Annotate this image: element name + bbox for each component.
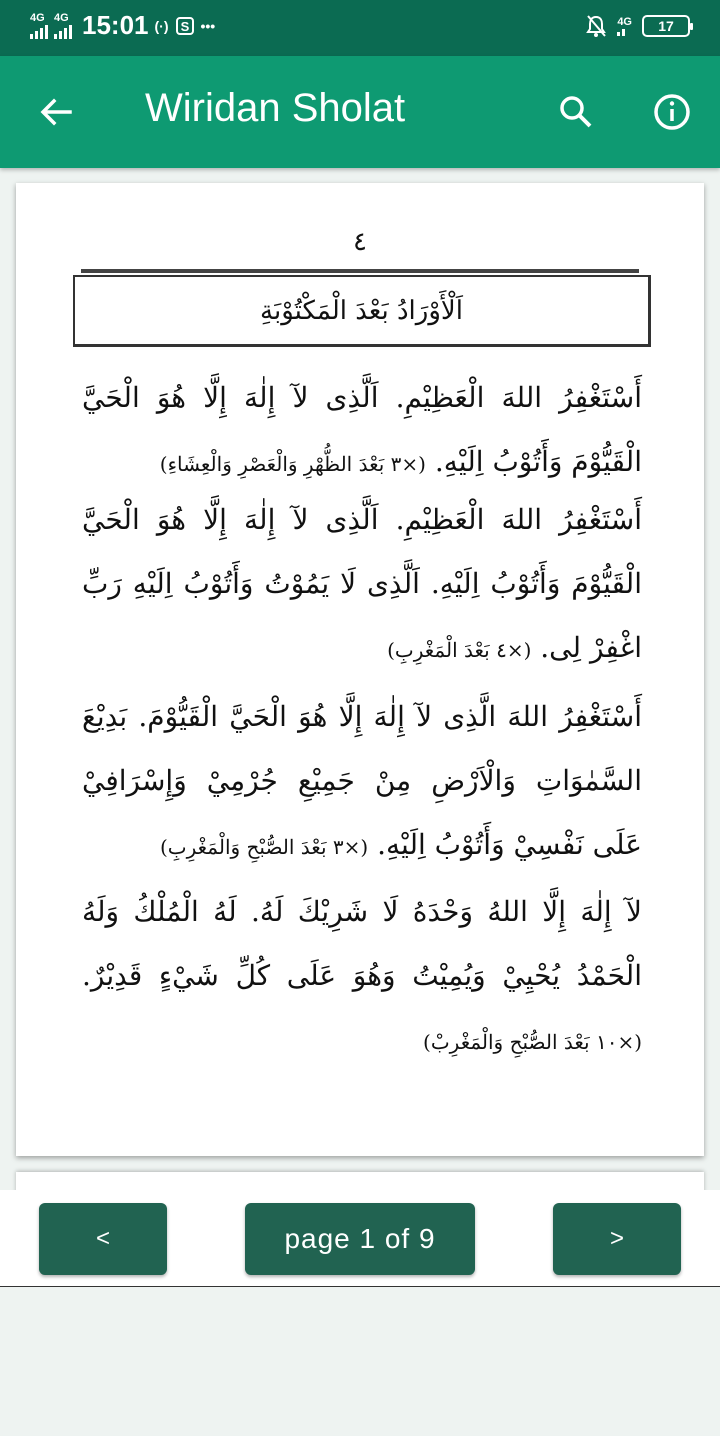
search-icon	[554, 90, 598, 134]
clock: 15:01	[82, 10, 149, 40]
next-page-button[interactable]: >	[553, 1203, 681, 1275]
data-signal-icon	[617, 17, 632, 36]
network-type-1: 4G	[30, 11, 45, 24]
pagination-bar	[0, 1190, 720, 1287]
arrow-back-icon	[34, 90, 78, 134]
more-notifications-icon: •••	[200, 17, 216, 34]
status-bar	[0, 0, 720, 56]
battery-level: 17	[658, 18, 674, 34]
dhikr-text: أَسْتَغْفِرُ اللهَ الْعَظِيْمِ. اَلَّذِى لآ إِلٰهَ إِلَّا هُوَ الْحَيَّ الْقَيُّوْمَ وَأَتُوْبُ اِلَيْهِ. اَلَّذِى لَا يَمُوْتُ وَأَتُوْبُ اِلَيْهِ رَبِّ اغْفِرْ لِى.	[82, 503, 642, 664]
app-bar	[0, 56, 720, 168]
dhikr-paragraph	[82, 366, 642, 496]
dhikr-note: (×١٠ بَعْدَ الصُّبْحِ وَالْمَغْرِبْ)	[423, 1030, 642, 1054]
network-type-3: 4G	[617, 15, 632, 28]
dhikr-note: (×٤ بَعْدَ الْمَغْرِبِ)	[387, 638, 532, 662]
divider	[81, 269, 639, 273]
page-indicator-button[interactable]: page 1 of 9	[245, 1203, 475, 1275]
screenshot-icon	[175, 16, 195, 36]
page-title: Wiridan Sholat	[145, 86, 406, 130]
dhikr-text: أَسْتَغْفِرُ اللهَ الَّذِى لآ إِلٰهَ إِلَّا هُوَ الْحَيَّ الْقَيُّوْمَ. بَدِيْعَ السَّمٰوَاتِ وَالْاَرْضِ مِنْ جَمِيْعِ جُرْمِيْ وَإِسْرَافِيْ عَلَى نَفْسِيْ وَأَتُوْبُ اِلَيْهِ.	[82, 700, 642, 861]
bell-off-icon	[585, 14, 607, 38]
page-number: ٤	[353, 227, 367, 257]
back-button[interactable]	[34, 90, 78, 134]
hotspot-icon: (·)	[154, 17, 169, 34]
signal-icon	[54, 13, 72, 39]
dhikr-text: لآ إِلٰهَ إِلَّا اللهُ وَحْدَهُ لَا شَرِيْكَ لَهُ. لَهُ الْمُلْكُ وَلَهُ الْحَمْدُ يُحْيِيْ وَيُمِيْتُ وَهُوَ عَلَى كُلِّ شَيْءٍ قَدِيْرٌ.	[82, 895, 642, 992]
info-icon	[650, 90, 694, 134]
dhikr-paragraph	[82, 685, 642, 879]
previous-page-button[interactable]: <	[39, 1203, 167, 1275]
dhikr-paragraph	[82, 488, 642, 682]
section-heading: اَلْأَوْرَادُ بَعْدَ الْمَكْتُوْبَةِ	[260, 295, 463, 326]
document-page[interactable]	[16, 183, 704, 1156]
svg-text:S: S	[180, 18, 189, 34]
dhikr-note: (×٣ بَعْدَ الظُّهْرِ وَالْعَصْرِ وَالْعِشَاءِ)	[159, 452, 426, 476]
signal-icon	[30, 13, 48, 39]
battery-icon	[642, 15, 690, 37]
search-button[interactable]	[554, 90, 598, 134]
dhikr-text: أَسْتَغْفِرُ اللهَ الْعَظِيْمِ. اَلَّذِى لآ إِلٰهَ إِلَّا هُوَ الْحَيَّ الْقَيُّوْمَ وَأَتُوْبُ اِلَيْهِ.	[82, 381, 642, 478]
section-heading-box	[73, 275, 651, 347]
info-button[interactable]	[650, 90, 694, 134]
dhikr-note: (×٣ بَعْدَ الصُّبْحِ وَالْمَغْرِبِ)	[159, 835, 369, 859]
dhikr-paragraph	[82, 880, 642, 1074]
network-type-2: 4G	[54, 11, 69, 24]
